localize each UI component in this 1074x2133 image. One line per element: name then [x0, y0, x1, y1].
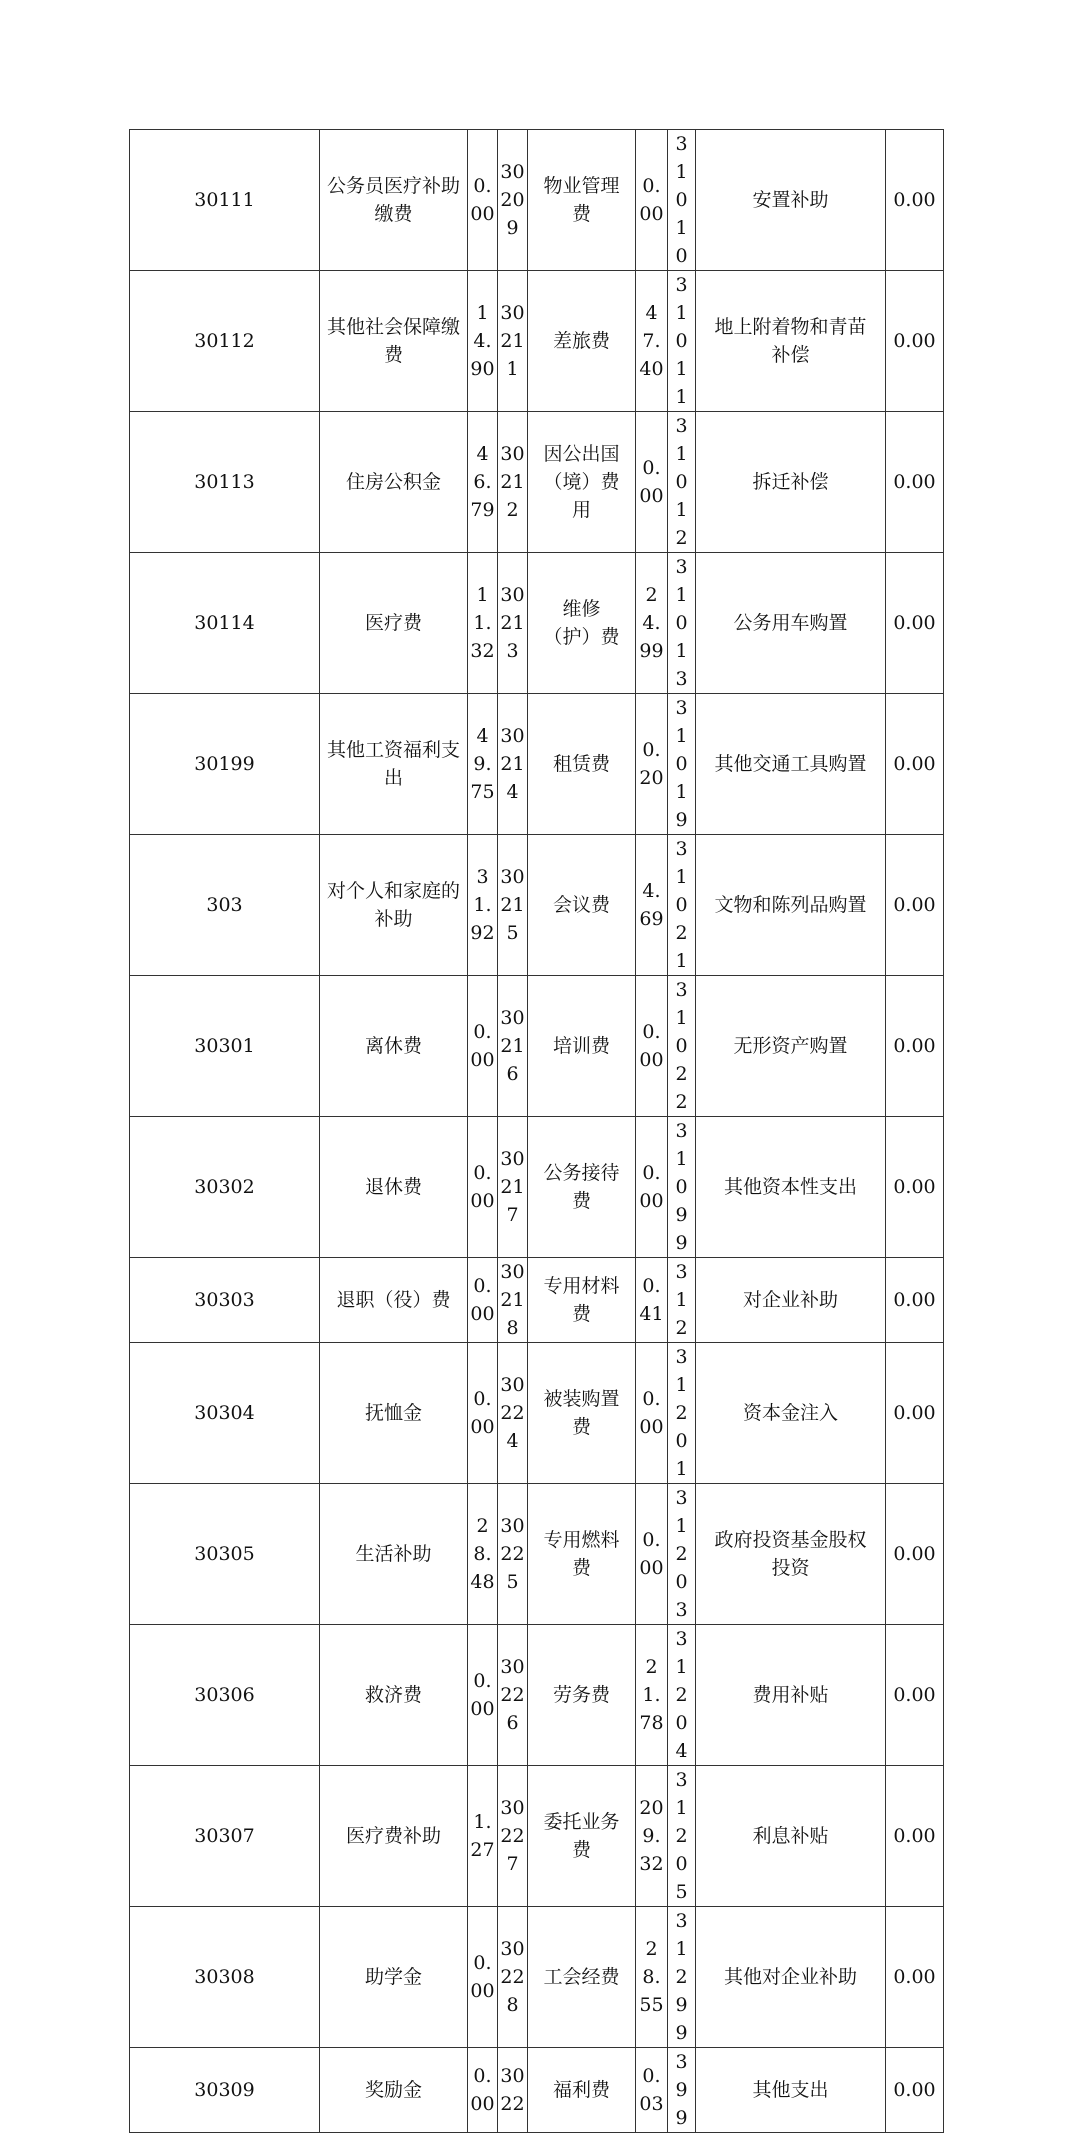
economic-code-cell: 31204 [668, 1625, 696, 1766]
cell-text: 抚恤金 [364, 1402, 422, 1424]
amount-cell: 28.48 [468, 1484, 498, 1625]
cell-text: 救济费 [364, 1684, 422, 1706]
item-name-cell [528, 2048, 636, 2133]
item-name-cell [696, 976, 886, 1117]
table-row [130, 130, 944, 271]
economic-code-cell: 31011 [668, 271, 696, 412]
item-name-cell [528, 694, 636, 835]
economic-code-cell: 30111 [130, 130, 320, 271]
amount-cell: 0.00 [468, 976, 498, 1117]
cell-text: 物业管理费 [543, 175, 620, 225]
item-name-cell [528, 1907, 636, 2048]
item-name-cell [696, 1258, 886, 1343]
economic-code-cell: 30306 [130, 1625, 320, 1766]
item-name-cell [696, 1766, 886, 1907]
item-name-cell [528, 412, 636, 553]
item-name-cell [528, 835, 636, 976]
amount-cell: 0.03 [636, 2048, 668, 2133]
cell-text: 因公出国（境）费用 [543, 443, 620, 521]
cell-text: 其他工资福利支出 [326, 739, 460, 789]
cell-text: 专用燃料费 [543, 1529, 620, 1579]
amount-cell: 0.00 [886, 835, 944, 976]
cell-text: 会议费 [552, 894, 610, 916]
cell-text: 培训费 [552, 1035, 610, 1057]
economic-code-cell: 30216 [498, 976, 528, 1117]
item-name-cell [528, 976, 636, 1117]
item-name-cell [320, 1258, 468, 1343]
cell-text: 委托业务费 [543, 1811, 620, 1861]
economic-code-cell: 30214 [498, 694, 528, 835]
economic-code-cell: 30304 [130, 1343, 320, 1484]
amount-cell: 0.00 [886, 1484, 944, 1625]
economic-code-cell: 31012 [668, 412, 696, 553]
cell-text: 费用补贴 [752, 1684, 829, 1706]
cell-text: 福利费 [552, 2079, 610, 2101]
item-name-cell [528, 1766, 636, 1907]
economic-code-cell: 31021 [668, 835, 696, 976]
amount-cell: 14.90 [468, 271, 498, 412]
item-name-cell [696, 1907, 886, 2048]
economic-code-cell: 30225 [498, 1484, 528, 1625]
amount-cell: 4.69 [636, 835, 668, 976]
amount-cell: 0.00 [636, 976, 668, 1117]
table-row [130, 2048, 944, 2133]
economic-code-cell: 30226 [498, 1625, 528, 1766]
cell-text: 对企业补助 [742, 1289, 838, 1311]
economic-code-cell: 30307 [130, 1766, 320, 1907]
item-name-cell [320, 1117, 468, 1258]
economic-code-cell: 30227 [498, 1766, 528, 1907]
cell-text: 被装购置费 [543, 1388, 620, 1438]
table-row [130, 1907, 944, 2048]
amount-cell: 47.40 [636, 271, 668, 412]
amount-cell: 0.00 [636, 130, 668, 271]
item-name-cell [528, 1258, 636, 1343]
economic-code-cell: 30218 [498, 1258, 528, 1343]
economic-code-cell: 30213 [498, 553, 528, 694]
table-body [130, 130, 944, 2133]
cell-text: 安置补助 [752, 189, 829, 211]
amount-cell: 0.00 [886, 553, 944, 694]
cell-text: 奖励金 [364, 2079, 422, 2101]
amount-cell: 0.00 [886, 412, 944, 553]
cell-text: 医疗费 [364, 612, 422, 634]
item-name-cell [320, 976, 468, 1117]
amount-cell: 0.00 [468, 1117, 498, 1258]
amount-cell: 209.32 [636, 1766, 668, 1907]
economic-code-cell: 3022 [498, 2048, 528, 2133]
economic-code-cell: 30224 [498, 1343, 528, 1484]
economic-code-cell: 30211 [498, 271, 528, 412]
item-name-cell [528, 1117, 636, 1258]
cell-text: 资本金注入 [742, 1402, 838, 1424]
cell-text: 无形资产购置 [733, 1035, 848, 1057]
item-name-cell [696, 1625, 886, 1766]
table-row [130, 694, 944, 835]
table-row [130, 835, 944, 976]
cell-text: 其他资本性支出 [723, 1176, 857, 1198]
economic-code-cell: 31201 [668, 1343, 696, 1484]
item-name-cell [696, 1117, 886, 1258]
amount-cell: 0.00 [468, 1343, 498, 1484]
cell-text: 生活补助 [355, 1543, 432, 1565]
amount-cell: 0.00 [886, 1117, 944, 1258]
item-name-cell [320, 1907, 468, 2048]
amount-cell: 0.00 [636, 1343, 668, 1484]
economic-code-cell: 31203 [668, 1484, 696, 1625]
amount-cell: 24.99 [636, 553, 668, 694]
cell-text: 文物和陈列品购置 [714, 894, 867, 916]
amount-cell: 11.32 [468, 553, 498, 694]
item-name-cell [320, 835, 468, 976]
amount-cell: 49.75 [468, 694, 498, 835]
amount-cell: 0.00 [468, 1625, 498, 1766]
amount-cell: 0.20 [636, 694, 668, 835]
table-row [130, 553, 944, 694]
amount-cell: 0.00 [636, 412, 668, 553]
table-row [130, 1625, 944, 1766]
item-name-cell [528, 130, 636, 271]
cell-text: 退休费 [364, 1176, 422, 1198]
cell-text: 对个人和家庭的补助 [326, 880, 460, 930]
cell-text: 政府投资基金股权投资 [714, 1529, 867, 1579]
amount-cell: 0.00 [468, 1258, 498, 1343]
economic-code-cell: 30113 [130, 412, 320, 553]
table-row [130, 271, 944, 412]
cell-text: 公务员医疗补助缴费 [326, 175, 460, 225]
economic-code-cell: 31299 [668, 1907, 696, 2048]
table-row [130, 1766, 944, 1907]
item-name-cell [320, 130, 468, 271]
table-row [130, 412, 944, 553]
cell-text: 劳务费 [552, 1684, 610, 1706]
cell-text: 医疗费补助 [345, 1825, 441, 1847]
economic-code-cell: 30303 [130, 1258, 320, 1343]
amount-cell: 0.00 [886, 271, 944, 412]
economic-code-cell: 30308 [130, 1907, 320, 2048]
amount-cell: 28.55 [636, 1907, 668, 2048]
item-name-cell [320, 694, 468, 835]
item-name-cell [696, 1343, 886, 1484]
amount-cell: 0.00 [886, 1258, 944, 1343]
item-name-cell [696, 553, 886, 694]
amount-cell: 0.00 [886, 976, 944, 1117]
cell-text: 其他支出 [752, 2079, 829, 2101]
table-row [130, 1258, 944, 1343]
cell-text: 拆迁补偿 [752, 471, 829, 493]
amount-cell: 0.00 [886, 1625, 944, 1766]
item-name-cell [528, 1484, 636, 1625]
economic-code-cell: 30114 [130, 553, 320, 694]
item-name-cell [320, 1343, 468, 1484]
cell-text: 其他社会保障缴费 [326, 316, 460, 366]
amount-cell: 21.78 [636, 1625, 668, 1766]
item-name-cell [528, 553, 636, 694]
economic-code-cell: 31205 [668, 1766, 696, 1907]
item-name-cell [320, 271, 468, 412]
amount-cell: 46.79 [468, 412, 498, 553]
amount-cell: 0.00 [886, 1343, 944, 1484]
item-name-cell [696, 130, 886, 271]
economic-code-cell: 31022 [668, 976, 696, 1117]
economic-code-cell: 31099 [668, 1117, 696, 1258]
economic-code-cell: 303 [130, 835, 320, 976]
cell-text: 维修（护）费 [543, 598, 620, 648]
economic-code-cell: 30302 [130, 1117, 320, 1258]
amount-cell: 0.00 [636, 1484, 668, 1625]
amount-cell: 31.92 [468, 835, 498, 976]
cell-text: 退职（役）费 [336, 1289, 451, 1311]
amount-cell: 1.27 [468, 1766, 498, 1907]
economic-code-cell: 31019 [668, 694, 696, 835]
cell-text: 离休费 [364, 1035, 422, 1057]
economic-code-cell: 31013 [668, 553, 696, 694]
item-name-cell [696, 2048, 886, 2133]
economic-code-cell: 312 [668, 1258, 696, 1343]
item-name-cell [528, 271, 636, 412]
economic-code-cell: 30309 [130, 2048, 320, 2133]
cell-text: 公务接待费 [543, 1162, 620, 1212]
economic-code-cell: 30212 [498, 412, 528, 553]
table-row [130, 1117, 944, 1258]
cell-text: 工会经费 [543, 1966, 620, 1988]
amount-cell: 0.00 [886, 2048, 944, 2133]
cell-text: 其他交通工具购置 [714, 753, 867, 775]
cell-text: 地上附着物和青苗补偿 [714, 316, 867, 366]
economic-code-cell: 30305 [130, 1484, 320, 1625]
economic-code-cell: 30112 [130, 271, 320, 412]
item-name-cell [696, 271, 886, 412]
item-name-cell [320, 1484, 468, 1625]
cell-text: 利息补贴 [752, 1825, 829, 1847]
economic-code-cell: 399 [668, 2048, 696, 2133]
cell-text: 差旅费 [552, 330, 610, 352]
amount-cell: 0.00 [886, 130, 944, 271]
amount-cell: 0.00 [636, 1117, 668, 1258]
cell-text: 租赁费 [552, 753, 610, 775]
item-name-cell [320, 412, 468, 553]
amount-cell: 0.41 [636, 1258, 668, 1343]
item-name-cell [696, 1484, 886, 1625]
item-name-cell [696, 412, 886, 553]
item-name-cell [528, 1343, 636, 1484]
item-name-cell [696, 694, 886, 835]
cell-text: 其他对企业补助 [723, 1966, 857, 1988]
economic-code-cell: 30209 [498, 130, 528, 271]
table-row [130, 1343, 944, 1484]
item-name-cell [320, 1625, 468, 1766]
item-name-cell [320, 1766, 468, 1907]
amount-cell: 0.00 [886, 1907, 944, 2048]
economic-code-cell: 30228 [498, 1907, 528, 2048]
economic-code-cell: 30199 [130, 694, 320, 835]
economic-code-cell: 31010 [668, 130, 696, 271]
economic-code-cell: 30217 [498, 1117, 528, 1258]
table-row [130, 976, 944, 1117]
cell-text: 公务用车购置 [733, 612, 848, 634]
economic-code-cell: 30301 [130, 976, 320, 1117]
amount-cell: 0.00 [468, 1907, 498, 2048]
item-name-cell [696, 835, 886, 976]
amount-cell: 0.00 [468, 2048, 498, 2133]
cell-text: 助学金 [364, 1966, 422, 1988]
economic-code-cell: 30215 [498, 835, 528, 976]
item-name-cell [528, 1625, 636, 1766]
amount-cell: 0.00 [468, 130, 498, 271]
item-name-cell [320, 2048, 468, 2133]
cell-text: 住房公积金 [345, 471, 441, 493]
cell-text: 专用材料费 [543, 1275, 620, 1325]
amount-cell: 0.00 [886, 1766, 944, 1907]
table-row [130, 1484, 944, 1625]
amount-cell: 0.00 [886, 694, 944, 835]
item-name-cell [320, 553, 468, 694]
budget-table [129, 129, 944, 2133]
